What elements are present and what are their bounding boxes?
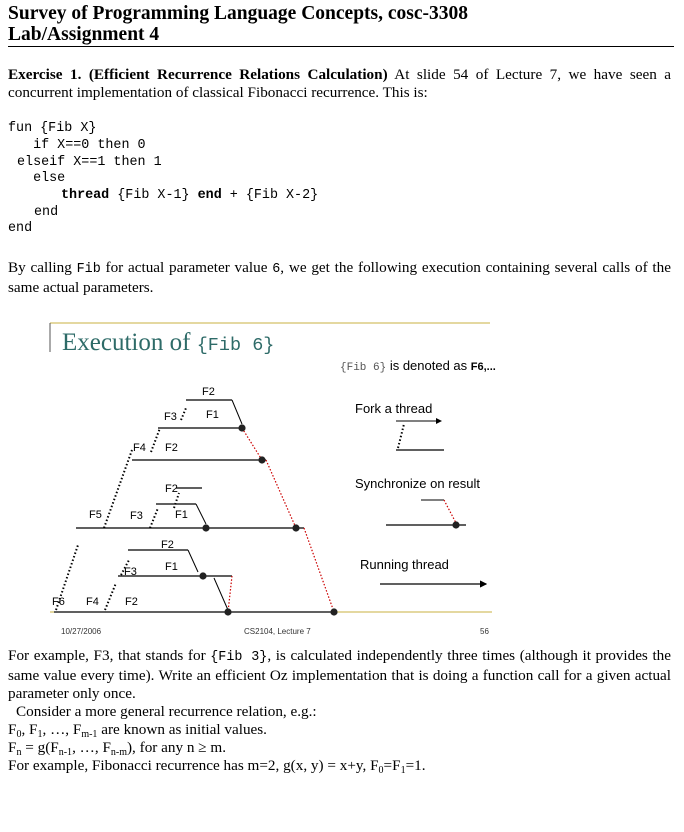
code-end-keyword: end	[197, 188, 222, 203]
sync-dot-f4	[258, 456, 265, 463]
sync-dot-f3	[238, 424, 245, 431]
after-fib3-code: {Fib 3}	[210, 650, 268, 665]
exercise-intro	[8, 66, 671, 102]
slide-note-text: is denoted as	[386, 358, 471, 373]
sync-f5-to-f6	[304, 528, 334, 612]
calling-six-code: 6	[272, 262, 281, 277]
code-line-4: else	[17, 171, 66, 186]
legend-fork-dots	[398, 424, 404, 448]
exercise-title: Exercise 1. (Efficient Recurrence Relations Calculation)	[8, 66, 388, 83]
label-f3-low: F3	[124, 566, 137, 578]
code-line-2: if X==0 then 0	[17, 138, 146, 153]
fork-f4	[104, 450, 132, 528]
slide-footer-date: 10/27/2006	[61, 627, 102, 636]
thread-end-f3b	[196, 504, 206, 524]
sync-dot-f6	[330, 608, 337, 615]
initial-values-line: $F_0$, $F_1$, …, $F_{m-1}$ are known as initial values.	[8, 721, 267, 740]
after-text-1: For example, F3, that stands for	[8, 647, 211, 664]
code-line-1: fun {Fib X}	[8, 121, 97, 136]
fibonacci-example-line: For example, Fibonacci recurrence has m=2, g(x, y) = x+y, $F_0=F_1=1$.	[8, 757, 426, 776]
sync-dot-f3b	[202, 524, 209, 531]
legend-fork-label: Fork a thread	[355, 401, 433, 416]
label-f1-low: F1	[165, 561, 178, 573]
code-line-6: end	[34, 205, 59, 220]
legend-sync-label: Synchronize on result	[355, 476, 481, 491]
label-f4-bottom: F4	[86, 596, 99, 608]
fork-f3b	[150, 508, 158, 528]
header-rule	[8, 46, 674, 47]
legend-sync-dot	[452, 521, 459, 528]
label-f3-top: F3	[164, 411, 177, 423]
label-f4-top: F4	[133, 442, 146, 454]
slide-note-code: {Fib 6}	[340, 362, 387, 374]
slide-footer-page: 56	[480, 627, 489, 636]
general-recurrence-line: $F_n = g(F_{n-1}$, …, $F_{n-m}$), for any n ≥ m.	[8, 739, 227, 758]
slide-title-code: {Fib 6}	[196, 335, 275, 356]
fork-f2d	[174, 493, 179, 508]
label-f1-mid: F1	[175, 509, 188, 521]
label-f2-low: F2	[161, 539, 174, 551]
sync-dot-f2f	[199, 572, 206, 579]
calling-text-2: for actual parameter value	[100, 259, 273, 276]
thread-end-f2-top	[232, 400, 242, 424]
header-subtitle: Lab/Assignment 4	[8, 24, 160, 45]
fork-f3c	[105, 583, 116, 610]
calling-text-1: By calling	[8, 259, 77, 276]
label-f3-mid: F3	[130, 510, 143, 522]
sync-f4-to-f5	[266, 460, 296, 528]
sync-dot-f5	[292, 524, 299, 531]
legend-running-label: Running thread	[360, 557, 449, 572]
slide-note-bold: F6,...	[470, 361, 496, 373]
code-thread-keyword: thread	[61, 188, 110, 203]
label-f5: F5	[89, 509, 102, 521]
thread-end-f2f	[188, 550, 198, 572]
sync-dot-f3c	[224, 608, 231, 615]
code-line-5	[61, 188, 318, 205]
fork-f2	[181, 408, 186, 420]
code-call-fib-x-1: {Fib X-1}	[109, 188, 198, 203]
slide-footer-course: CS2104, Lecture 7	[244, 627, 311, 636]
label-f6: F6	[52, 596, 65, 608]
label-f2-mid: F2	[165, 442, 178, 454]
slide-title-text: Execution of	[62, 329, 197, 356]
label-f2-top: F2	[202, 386, 215, 398]
header-title: Survey of Programming Language Concepts, cosc-3308	[8, 3, 469, 24]
code-line-3: elseif X==1 then 1	[17, 155, 162, 170]
sync-f3c-to-f6	[228, 576, 232, 612]
label-f1-top: F1	[206, 409, 219, 421]
label-f2-bottom: F2	[125, 596, 138, 608]
label-f2-f3b: F2	[165, 483, 178, 495]
calling-paragraph	[8, 259, 671, 297]
thread-end-f3c	[214, 578, 228, 610]
slide-note	[340, 358, 496, 374]
exercise-intro-text: At slide 54 of Lecture 7, we have seen a concurrent implementation of classical Fibonacci recurrence. This is:	[8, 66, 672, 101]
sync-f3-to-f4	[242, 428, 262, 460]
after-paragraph	[8, 647, 671, 703]
calling-text-3: , we get the following execution containing several calls of the same actual parameters.	[8, 259, 671, 296]
after-text-2: , is calculated independently three times (although it provides the same value every time). Write an efficient Oz implementation that is doing a function call for a given actual parameter only once.	[8, 647, 672, 702]
consider-line: Consider a more general recurrence relation, e.g.:	[16, 703, 317, 720]
legend-sync-dots	[444, 500, 456, 523]
fork-f3	[151, 428, 160, 452]
calling-fib-code: Fib	[76, 262, 101, 277]
code-call-fib-x-2: + {Fib X-2}	[221, 188, 319, 203]
slide-title	[62, 328, 274, 357]
code-line-7: end	[8, 221, 33, 236]
